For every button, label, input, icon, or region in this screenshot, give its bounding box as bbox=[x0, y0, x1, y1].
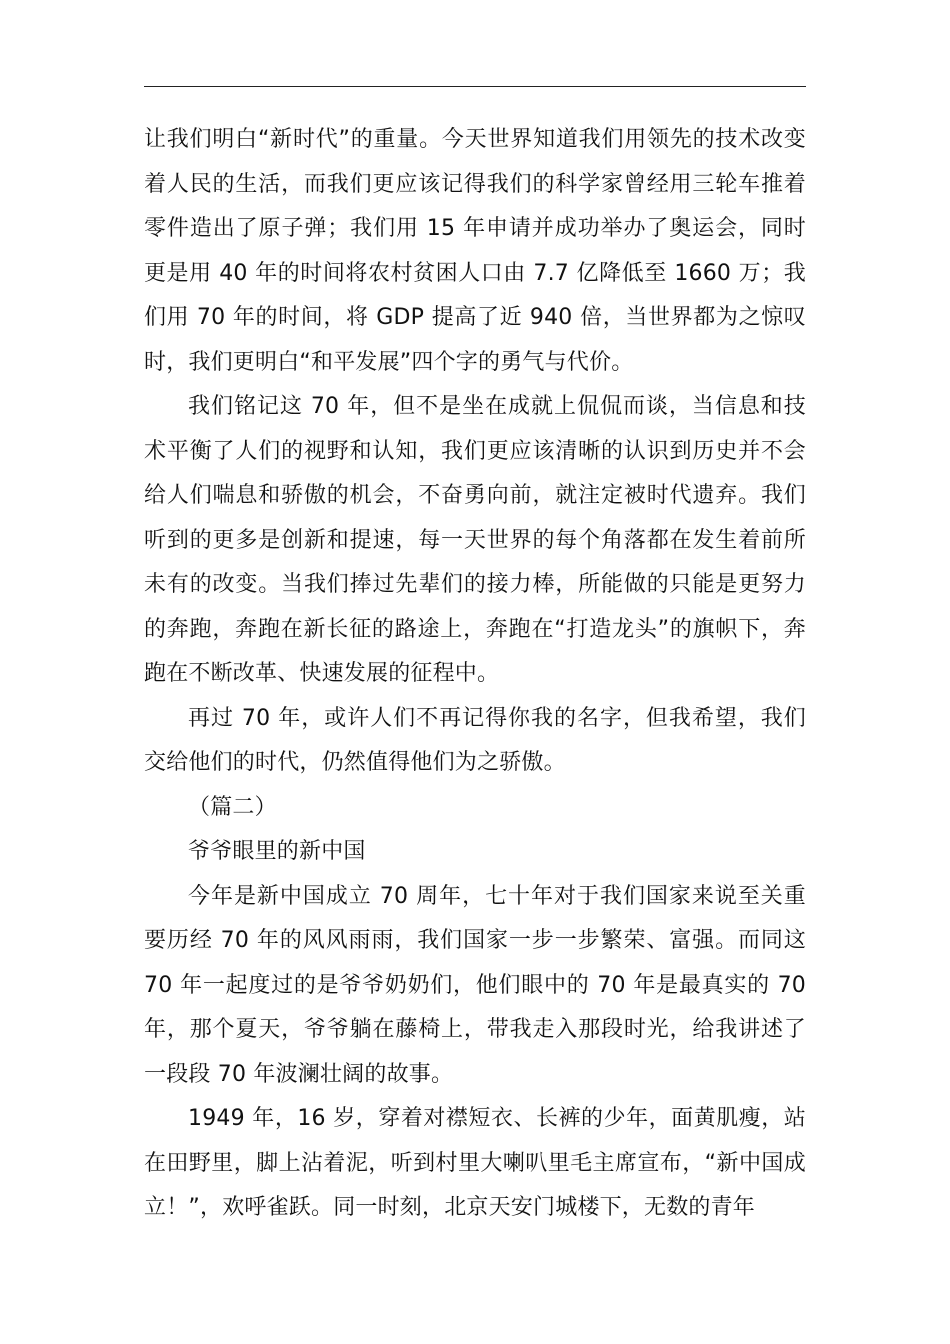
section-label: （篇二） bbox=[188, 794, 277, 820]
section-title: 爷爷眼里的新中国 bbox=[188, 839, 366, 864]
paragraph: 1949 年，16 岁，穿着对襟短衣、长裤的少年，面黄肌瘦，站在田野里，脚上沾着泥，听到村里大喇叭里毛主席宣布，“新中国成立！”，欢呼雀跃。同一时刻，北京天安门城楼下，无数的青年 bbox=[144, 1106, 806, 1220]
paragraph: 今年是新中国成立 70 周年，七十年对于我们国家来说至关重要历经 70 年的风风雨雨，我们国家一步一步繁荣、富强。而同这 70 年一起度过的是爷爷奶奶们，他们眼中的 70 年是最真实的 70 年，那个夏天，爷爷躺在藤椅上，带我走入那段时光，给我讲述了一段段 70 年波澜壮阔的故事。 bbox=[144, 883, 806, 1087]
paragraph-continuation: 让我们明白“新时代”的重量。今天世界知道我们用领先的技术改变着人民的生活，而我们更应该记得我们的科学家曾经用三轮车推着零件造出了原子弹；我们用 15 年申请并成功举办了奥运会，同时更是用 40 年的时间将农村贫困人口由 7.7 亿降低至 1660 万；我们用 70 年的时间，将 GDP 提高了近 940 倍，当世界都为之惊叹时，我们更明白“和平发展”四个字的勇气与代价。 bbox=[144, 127, 806, 375]
paragraph: 再过 70 年，或许人们不再记得你我的名字，但我希望，我们交给他们的时代，仍然值得他们为之骄傲。 bbox=[144, 705, 806, 775]
paragraph: 我们铭记这 70 年，但不是坐在成就上侃侃而谈，当信息和技术平衡了人们的视野和认知，我们更应该清晰的认识到历史并不会给人们喘息和骄傲的机会，不奋勇向前，就注定被时代遗弃。我们听到的更多是创新和提速，每一天世界的每个角落都在发生着前所未有的改变。当我们捧过先辈们的接力棒，所能做的只能是更努力的奔跑，奔跑在新长征的路途上，奔跑在“打造龙头”的旗帜下，奔跑在不断改革、快速发展的征程中。 bbox=[144, 394, 806, 686]
header-rule bbox=[144, 86, 806, 87]
document-body bbox=[144, 118, 806, 1231]
